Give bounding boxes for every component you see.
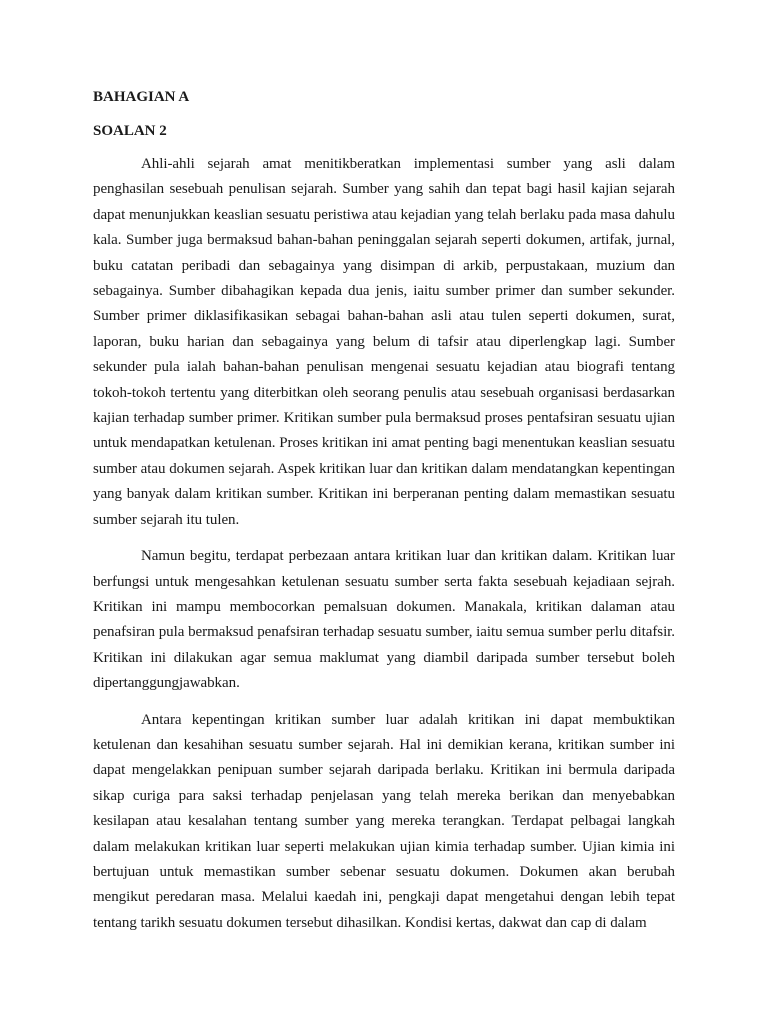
document-page [93,84,675,947]
section-heading: BAHAGIAN A [93,89,190,105]
paragraph-2: Namun begitu, terdapat perbezaan antara kritikan luar dan kritikan dalam. Kritikan luar berfungsi untuk mengesahkan ketulenan sesuatu sumber serta fakta sesebuah kejadiaan sejrah. Kritikan ini mampu membocorkan pemalsuan dokumen. Manakala, kritikan dalaman atau penafsiran pula bermaksud penafsiran terhadap sesuatu sumber, iaitu semua sumber perlu ditafsir. Kritikan ini dilakukan agar semua maklumat yang diambil daripada sumber tersebut boleh dipertanggungjawabkan. [93,548,675,692]
paragraph-3: Antara kepentingan kritikan sumber luar adalah kritikan ini dapat membuktikan ketulenan dan kesahihan sesuatu sumber sejarah. Hal ini demikian kerana, kritikan sumber ini dapat mengelakkan penipuan sumber sejarah daripada berlaku. Kritikan ini bermula daripada sikap curiga para saksi terhadap penjelasan yang telah mereka berikan dan menyebabkan kesilapan atau kesalahan tentang sumber yang mereka terangkan. Terdapat pelbagai langkah dalam melakukan kritikan luar seperti melakukan ujian kimia terhadap sumber. Ujian kimia ini bertujuan untuk memastikan sumber sebenar sesuatu dokumen. Dokumen akan berubah mengikut peredaran masa. Melalui kaedah ini, pengkaji dapat mengetahui dengan lebih tepat tentang tarikh sesuatu dokumen tersebut dihasilkan. Kondisi kertas, dakwat dan cap di dalam [93,711,675,931]
question-heading: SOALAN 2 [93,123,167,139]
paragraph-1: Ahli-ahli sejarah amat menitikberatkan implementasi sumber yang asli dalam penghasilan sesebuah penulisan sejarah. Sumber yang sahih dan tepat bagi hasil kajian sejarah dapat menunjukkan keaslian sesuatu peristiwa atau kejadian yang telah berlaku pada masa dahulu kala. Sumber juga bermaksud bahan-bahan peninggalan sejarah seperti dokumen, artifak, jurnal, buku catatan peribadi dan sebagainya yang disimpan di arkib, perpustakaan, muzium dan sebagainya. Sumber dibahagikan kepada dua jenis, iaitu sumber primer dan sumber sekunder. Sumber primer diklasifikasikan sebagai bahan-bahan asli atau tulen seperti dokumen, surat, laporan, buku harian dan sebagainya yang belum di tafsir atau diperlengkap lagi. Sumber sekunder pula ialah bahan-bahan penulisan mengenai sesuatu kejadian atau biografi tentang tokoh-tokoh tertentu yang diterbitkan oleh seorang penulis atau sesebuah organisasi berdasarkan kajian terhadap sumber primer. Kritikan sumber pula bermaksud proses pentafsiran sesuatu ujian untuk mendapatkan ketulenan. Proses kritikan ini amat penting bagi menentukan keaslian sesuatu sumber atau dokumen sejarah. Aspek kritikan luar dan kritikan dalam mendatangkan kepentingan yang banyak dalam kritikan sumber. Kritikan ini berperanan penting dalam memastikan sesuatu sumber sejarah itu tulen. [93,156,675,528]
